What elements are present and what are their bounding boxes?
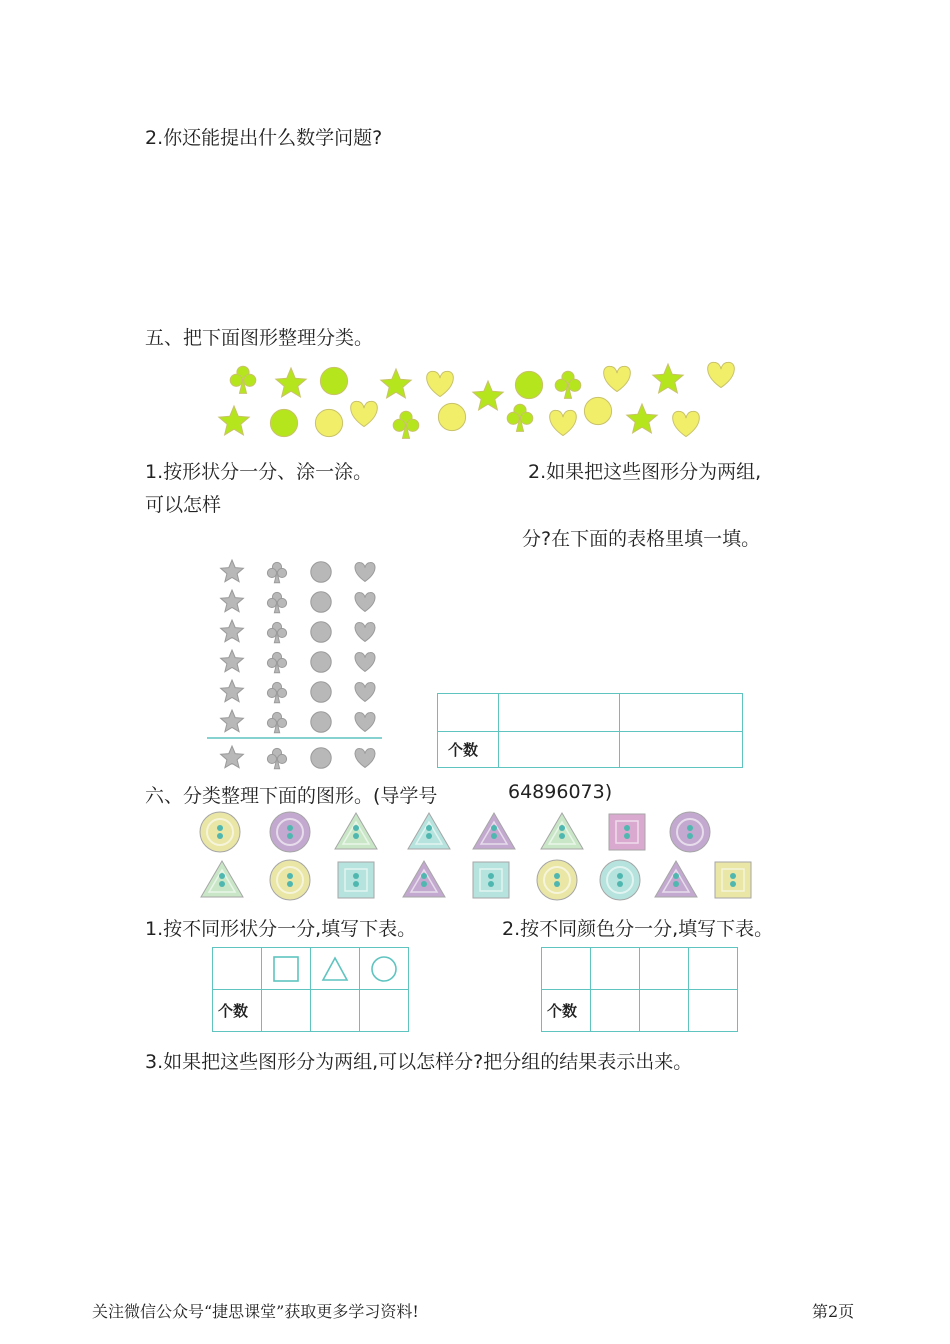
triangle-icon: [321, 955, 349, 983]
q5-sub1: 1.按形状分一分、涂一涂。: [145, 461, 373, 483]
star-icon: [221, 620, 244, 642]
circle-icon: [311, 748, 331, 768]
star-icon: [653, 364, 683, 393]
square-icon: [272, 955, 300, 983]
q5-table-cell[interactable]: [620, 732, 743, 768]
star-icon: [473, 381, 503, 410]
q5-shape-stamps: [0, 360, 950, 460]
star-icon: [221, 680, 244, 702]
q5-title: 五、把下面图形整理分类。: [145, 327, 374, 349]
star-icon: [221, 590, 244, 612]
q6-table1-corner: [213, 948, 262, 990]
star-icon: [381, 369, 411, 398]
triangle-icon: [473, 813, 515, 849]
club-icon: [267, 652, 286, 672]
club-icon: [230, 366, 256, 393]
q6-table2-header[interactable]: [591, 948, 640, 990]
q4-sub2: 2.你还能提出什么数学问题?: [145, 127, 383, 149]
star-icon: [221, 650, 244, 672]
q5-table-cell[interactable]: [499, 732, 620, 768]
square-icon: [473, 862, 509, 898]
star-icon: [276, 368, 306, 397]
q6-shape-table: [212, 947, 409, 1032]
circle-icon: [315, 409, 342, 436]
q5-sub2b: 可以怎样: [145, 494, 222, 516]
star-icon: [221, 746, 244, 768]
q6-table2-cell[interactable]: [591, 990, 640, 1032]
circle-icon: [200, 812, 240, 852]
q6-table2-count-label: 个数: [542, 990, 591, 1032]
q6-table2-cell[interactable]: [689, 990, 738, 1032]
heart-icon: [355, 653, 375, 672]
triangle-icon: [403, 861, 445, 897]
star-icon: [627, 404, 657, 433]
club-icon: [507, 404, 533, 431]
triangle-icon: [335, 813, 377, 849]
triangle-icon: [201, 861, 243, 897]
heart-icon: [355, 563, 375, 582]
circle-icon: [320, 367, 347, 394]
square-icon: [715, 862, 751, 898]
q6-table1-header: [311, 948, 360, 990]
q6-color-table: [541, 947, 738, 1032]
heart-icon: [673, 411, 700, 436]
q6-table1-count-label: 个数: [213, 990, 262, 1032]
club-icon: [393, 411, 419, 438]
heart-icon: [604, 366, 631, 391]
q5-count-label: 个数: [438, 732, 499, 768]
circle-icon: [438, 403, 465, 430]
q5-sub2a: 2.如果把这些图形分为两组,: [528, 461, 762, 483]
club-icon: [267, 592, 286, 612]
q6-table1-header: [262, 948, 311, 990]
square-icon: [338, 862, 374, 898]
q6-table1-header: [360, 948, 409, 990]
q6-sub2: 2.按不同颜色分一分,填写下表。: [502, 918, 774, 940]
heart-icon: [355, 623, 375, 642]
star-icon: [221, 560, 244, 582]
circle-icon: [670, 812, 710, 852]
heart-icon: [355, 749, 375, 768]
q5-table: [437, 693, 743, 768]
star-icon: [221, 710, 244, 732]
q6-sub1: 1.按不同形状分一分,填写下表。: [145, 918, 417, 940]
club-icon: [267, 712, 286, 732]
triangle-icon: [541, 813, 583, 849]
heart-icon: [351, 401, 378, 426]
q6-table2-header[interactable]: [689, 948, 738, 990]
heart-icon: [355, 593, 375, 612]
page-number: 第2页: [812, 1302, 855, 1321]
q6-ref-number: 64896073): [508, 781, 613, 803]
club-icon: [267, 748, 286, 768]
square-icon: [609, 814, 645, 850]
q6-title: 六、分类整理下面的图形。(导学号: [145, 785, 438, 807]
heart-icon: [550, 410, 577, 435]
heart-icon: [355, 683, 375, 702]
q6-table2-header[interactable]: [640, 948, 689, 990]
circle-icon: [311, 622, 331, 642]
q6-table2-corner: [542, 948, 591, 990]
club-icon: [267, 562, 286, 582]
q6-table1-cell[interactable]: [262, 990, 311, 1032]
q6-table2-cell[interactable]: [640, 990, 689, 1032]
club-icon: [267, 682, 286, 702]
circle-icon: [270, 409, 297, 436]
circle-icon: [270, 860, 310, 900]
circle-icon: [537, 860, 577, 900]
circle-icon: [311, 682, 331, 702]
circle-icon: [311, 562, 331, 582]
q6-table1-cell[interactable]: [360, 990, 409, 1032]
q5-shape-columns: [205, 555, 405, 770]
q6-sub3: 3.如果把这些图形分为两组,可以怎样分?把分组的结果表示出来。: [145, 1051, 693, 1073]
circle-icon: [311, 712, 331, 732]
circle-icon: [270, 812, 310, 852]
heart-icon: [708, 362, 735, 387]
q5-table-cell[interactable]: [438, 694, 499, 732]
star-icon: [219, 406, 249, 435]
triangle-icon: [408, 813, 450, 849]
q6-table1-cell[interactable]: [311, 990, 360, 1032]
q5-table-cell[interactable]: [620, 694, 743, 732]
circle-icon: [311, 592, 331, 612]
q6-shape-pictures: [0, 808, 950, 908]
q5-table-cell[interactable]: [499, 694, 620, 732]
footer-note: 关注微信公众号“捷思课堂”获取更多学习资料!: [92, 1302, 419, 1321]
circle-icon: [370, 955, 398, 983]
q5-sub2c: 分?在下面的表格里填一填。: [522, 528, 761, 550]
circle-icon: [515, 371, 542, 398]
club-icon: [267, 622, 286, 642]
circle-icon: [311, 652, 331, 672]
circle-icon: [600, 860, 640, 900]
triangle-icon: [655, 861, 697, 897]
heart-icon: [355, 713, 375, 732]
circle-icon: [584, 397, 611, 424]
club-icon: [555, 371, 581, 398]
heart-icon: [427, 371, 454, 396]
